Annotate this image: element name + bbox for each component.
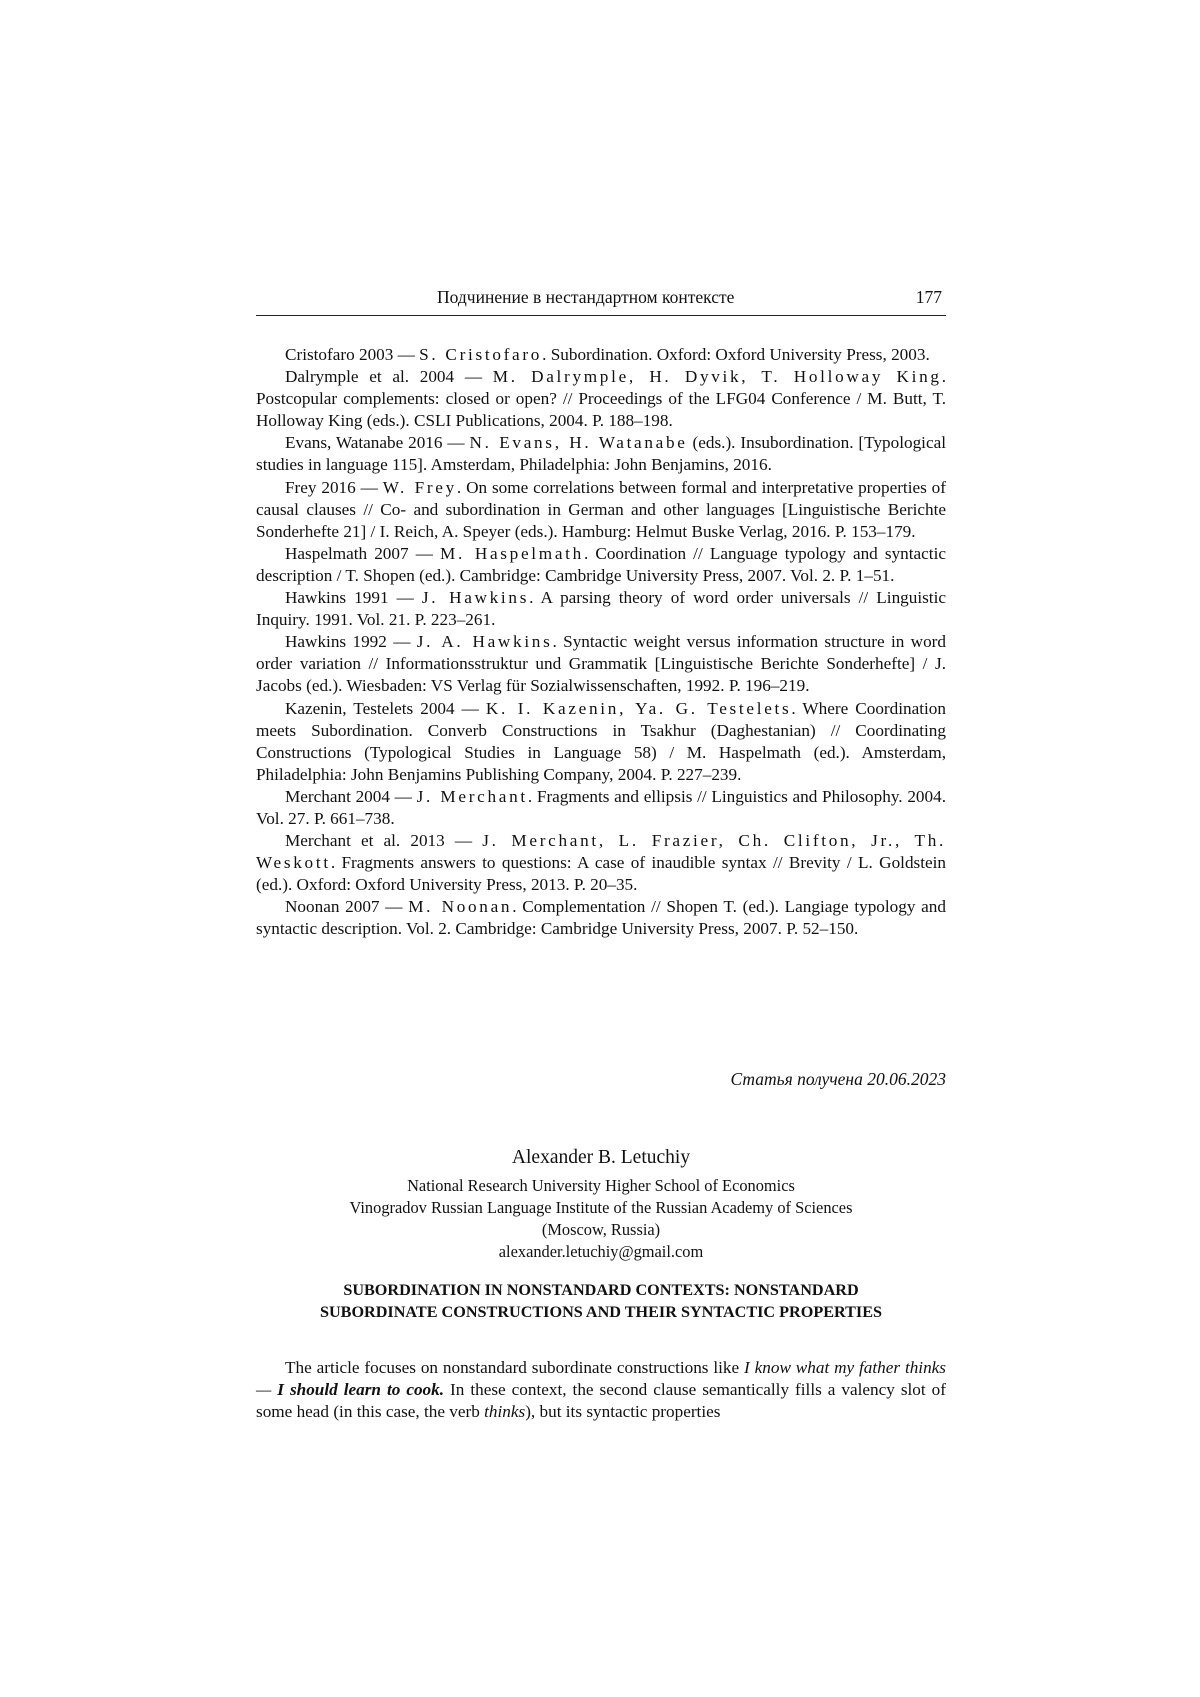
reference-entry bbox=[256, 477, 946, 543]
article-title-line: SUBORDINATE CONSTRUCTIONS AND THEIR SYNTACTIC PROPERTIES bbox=[319, 1303, 883, 1321]
reference-authors: J. Merchant bbox=[416, 786, 528, 806]
reference-details: . Postcopular complements: closed or open? // Proceedings of the LFG04 Conference / M. Butt, T. Holloway King (eds.). CSLI Publications, 2004. P. 188–198. bbox=[256, 367, 946, 431]
reference-authors: M. Noonan bbox=[408, 897, 513, 917]
reference-entry bbox=[256, 631, 946, 697]
reference-authors: S. Cristofaro bbox=[419, 345, 543, 364]
reference-authors: M. Dalrymple, H. Dyvik, T. Holloway King bbox=[492, 367, 942, 387]
running-header bbox=[256, 287, 946, 316]
reference-details: . On some correlations between formal and interpretative properties of causal clauses // Co- and subordination in German and other languages [Linguistische Berichte Sonderhefte 21] / I. Reich, A. Speyer (eds.). Hamburg: Helmut Buske Verlag, 2016. P. 153–179. bbox=[256, 477, 946, 541]
reference-authors: N. Evans, H. Watanabe bbox=[469, 433, 688, 453]
reference-entry bbox=[256, 698, 946, 786]
reference-details: . Subordination. Oxford: Oxford University Press, 2003. bbox=[542, 345, 930, 364]
reference-key: Frey 2016 — bbox=[285, 477, 383, 497]
abstract-term: thinks bbox=[484, 1402, 526, 1422]
article-title-line: SUBORDINATION IN NONSTANDARD CONTEXTS: NONSTANDARD bbox=[343, 1281, 859, 1299]
reference-entry bbox=[256, 543, 946, 587]
abstract-text: In these context, the second clause semantically fills a valency slot of some head (in this case, the verb bbox=[256, 1380, 946, 1422]
affiliation-line: Vinogradov Russian Language Institute of the Russian Academy of Sciences bbox=[349, 1198, 853, 1217]
reference-key: Kazenin, Testelets 2004 — bbox=[285, 698, 486, 718]
reference-details: . Coordination // Language typology and syntactic description / T. Shopen (ed.). Cambridge: Cambridge University Press, 2007. Vol. 2. P. 1–51. bbox=[256, 543, 946, 585]
reference-authors: W. Frey bbox=[382, 477, 457, 497]
reference-key: Cristofaro 2003 — bbox=[285, 345, 420, 364]
received-date: Статья получена 20.06.2023 bbox=[730, 1069, 946, 1089]
reference-entry bbox=[256, 830, 946, 896]
abstract-text: ), but its syntactic properties bbox=[525, 1402, 721, 1422]
reference-details: . Where Coordination meets Subordination. Converb Constructions in Tsakhur (Daghestanian) // Coordinating Constructions (Typological Studies in Language 58) / M. Haspelmath (ed.). Amsterdam, Philadelphia: John Benjamins Publishing Company, 2004. P. 227–239. bbox=[256, 698, 946, 784]
reference-entry bbox=[256, 896, 946, 940]
abstract-example: I know what my father thinks — bbox=[256, 1358, 946, 1400]
reference-entry bbox=[256, 587, 946, 631]
reference-authors: J. A. Hawkins bbox=[416, 632, 553, 652]
reference-details: . A parsing theory of word order universals // Linguistic Inquiry. 1991. Vol. 21. P. 223–261. bbox=[256, 588, 946, 630]
page-number: 177 bbox=[915, 287, 942, 307]
affiliation-line: National Research University Higher School of Economics bbox=[407, 1176, 795, 1195]
reference-details: (eds.). Insubordination. [Typological studies in language 115]. Amsterdam, Philadelphia: John Benjamins, 2016. bbox=[256, 433, 946, 475]
reference-authors: J. Hawkins bbox=[421, 588, 530, 608]
abstract-example-emphasis: I should learn to cook. bbox=[277, 1380, 445, 1400]
reference-list bbox=[256, 344, 946, 941]
reference-authors: K. I. Kazenin, Ya. G. Testelets bbox=[485, 698, 792, 718]
reference-key: Dalrymple et al. 2004 — bbox=[285, 367, 493, 387]
reference-details: . Complementation // Shopen T. (ed.). Langiage typology and syntactic description. Vol. 2. Cambridge: Cambridge University Press, 2007. P. 52–150. bbox=[256, 897, 946, 939]
reference-key: Haspelmath 2007 — bbox=[285, 543, 441, 563]
reference-key: Merchant 2004 — bbox=[285, 786, 417, 806]
reference-key: Noonan 2007 — bbox=[285, 897, 409, 917]
author-block bbox=[256, 1145, 946, 1263]
reference-key: Hawkins 1992 — bbox=[285, 632, 417, 652]
reference-key: Evans, Watanabe 2016 — bbox=[285, 433, 470, 453]
author-location: (Moscow, Russia) bbox=[541, 1220, 661, 1239]
reference-details: . Syntactic weight versus information structure in word order variation // Informationsstruktur und Grammatik [Linguistische Berichte Sonderhefte] / J. Jacobs (ed.). Wiesbaden: VS Verlag für Sozialwissenschaften, 1992. P. 196–219. bbox=[256, 632, 947, 696]
reference-authors: M. Haspelmath bbox=[440, 543, 584, 563]
author-email: alexander.letuchiy@gmail.com bbox=[498, 1242, 704, 1261]
reference-entry bbox=[256, 786, 946, 830]
abstract-text: The article focuses on nonstandard subordinate constructions like bbox=[285, 1358, 745, 1378]
author-name: Alexander B. Letuchiy bbox=[511, 1147, 691, 1168]
abstract-paragraph bbox=[256, 1357, 946, 1423]
reference-key: Hawkins 1991 — bbox=[285, 588, 422, 608]
reference-details: . Fragments answers to questions: A case of inaudible syntax // Brevity / L. Goldstein (ed.). Oxford: Oxford University Press, 2013. P. 20–35. bbox=[256, 853, 946, 895]
article-title bbox=[256, 1279, 946, 1323]
reference-entry bbox=[256, 366, 946, 432]
running-title: Подчинение в нестандартном контексте bbox=[437, 287, 735, 307]
reference-entry bbox=[256, 344, 946, 366]
reference-key: Merchant et al. 2013 — bbox=[285, 831, 483, 851]
reference-authors: J. Merchant, L. Frazier, Ch. Clifton, Jr., Th. Weskott bbox=[256, 831, 946, 873]
reference-details: . Fragments and ellipsis // Linguistics and Philosophy. 2004. Vol. 27. P. 661–738. bbox=[256, 786, 946, 828]
reference-entry bbox=[256, 432, 946, 476]
